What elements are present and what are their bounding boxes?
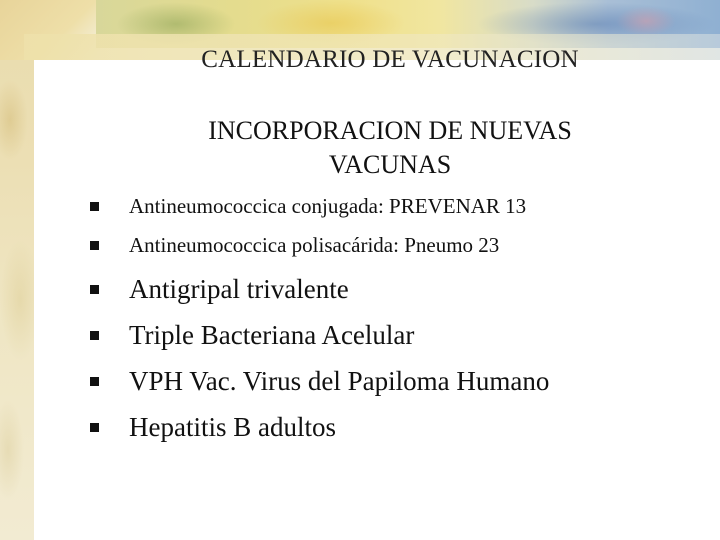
subtitle-line-1: INCORPORACION DE NUEVAS [208,116,572,145]
bullet-text: Antineumococcica polisacárida: Pneumo 23 [129,233,500,257]
bullet-item [90,320,414,351]
bullet-item [90,412,336,443]
bullet-square-icon [90,377,99,386]
bullet-text: Antigripal trivalente [129,274,349,304]
bullet-item [90,274,349,305]
subtitle-line-2: VACUNAS [328,150,452,179]
slide-title: CALENDARIO DE VACUNACION [201,46,579,73]
bullet-text: VPH Vac. Virus del Papiloma Humano [129,366,550,396]
left-decorative-strip [0,0,34,540]
slide-subtitle [120,114,660,182]
bullet-square-icon [90,285,99,294]
bullet-square-icon [90,423,99,432]
bullet-square-icon [90,331,99,340]
bullet-square-icon [90,241,99,250]
bullet-text: Antineumococcica conjugada: PREVENAR 13 [129,194,527,218]
bullet-item [90,194,526,219]
bullet-text: Hepatitis B adultos [129,412,336,442]
bullet-item [90,366,549,397]
bullet-square-icon [90,202,99,211]
bullet-item [90,233,499,258]
bullet-text: Triple Bacteriana Acelular [129,320,415,350]
